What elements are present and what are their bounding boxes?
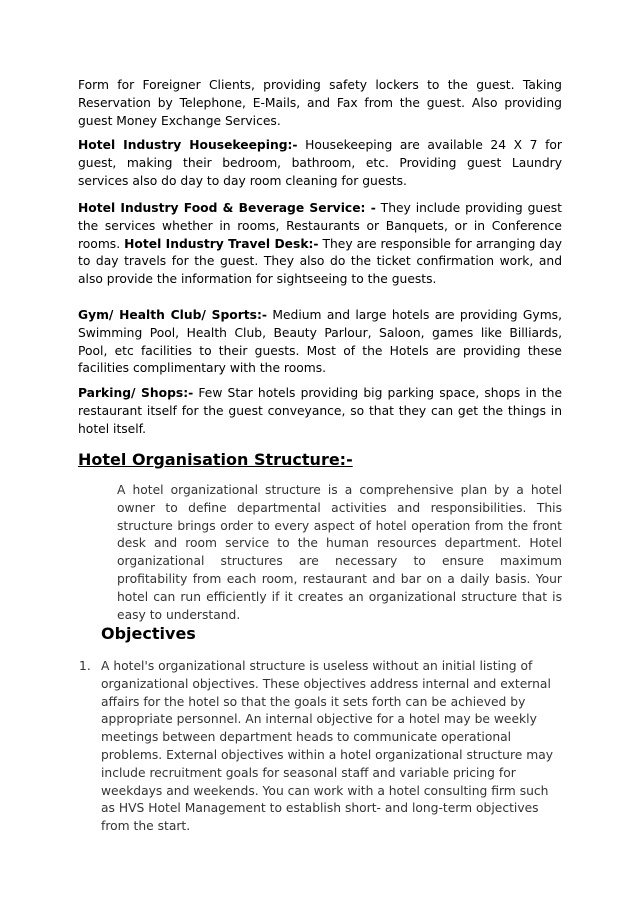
list-item-number: 1. <box>79 659 91 673</box>
housekeeping-heading: Hotel Industry Housekeeping:- <box>78 138 298 152</box>
paragraph-gym-health-club: Gym/ Health Club/ Sports:- Medium and large hotels are providing Gyms, Swimming Pool, Health Club, Beauty Parlour, Saloon, games like Billiards, Pool, etc facilities to their guests. Most of the Hotels are providing these facilities complimentary with the rooms. <box>78 308 562 376</box>
paragraph-food-beverage-travel: Hotel Industry Food & Beverage Service: - They include providing guest the services whether in rooms, Restaurants or Banquets, or in Conference rooms. Hotel Industry Travel Desk:- They are responsible for arranging day to day travels for the guest. They also do the ticket confirmation work, and also provide the information for sightseeing to the guests. <box>78 201 563 287</box>
gym-heading: Gym/ Health Club/ Sports:- <box>78 308 268 322</box>
paragraph-front-office-continued: Form for Foreigner Clients, providing safety lockers to the guest. Taking Reservation by Telephone, E-Mails, and Fax from the guest. Also providing guest Money Exchange Services. <box>78 78 562 128</box>
list-item: A hotel's organizational structure is useless without an initial listing of organizational objectives. These objectives address internal and external affairs for the hotel so that the goals it sets forth can be achieved by appropriate personnel. An internal objective for a hotel may be weekly meetings between department heads to communicate operational problems. External objectives within a hotel organizational structure may include recruitment goals for seasonal staff and variable pricing for weekdays and weekends. You can work with a hotel consulting firm such as HVS Hotel Management to establish short- and long-term objectives from the start. <box>101 659 554 834</box>
parking-heading: Parking/ Shops:- <box>78 386 194 400</box>
section-intro: A hotel organizational structure is a comprehensive plan by a hotel owner to define departmental activities and responsibilities. This structure brings order to every aspect of hotel operation from the front desk and room service to the human resources department. Hotel organizational structures are necessary to ensure maximum profitability from each room, restaurant and bar on a daily basis. Your hotel can run efficiently if it creates an organizational structure that is easy to understand. <box>117 483 562 622</box>
paragraph-housekeeping: Hotel Industry Housekeeping:- Housekeeping are available 24 X 7 for guest, making their bedroom, bathroom, etc. Providing guest Laundry services also do day to day room cleaning for guests. <box>78 138 562 188</box>
objectives-title: Objectives <box>101 624 196 643</box>
food-beverage-heading: Hotel Industry Food & Beverage Service: - <box>78 201 376 215</box>
section-title: Hotel Organisation Structure:- <box>78 450 353 469</box>
paragraph-parking-shops: Parking/ Shops:- Few Star hotels providing big parking space, shops in the restaurant itself for the guest conveyance, so that they can get the things in hotel itself. <box>78 386 563 436</box>
travel-desk-heading: Hotel Industry Travel Desk:- <box>124 236 319 251</box>
